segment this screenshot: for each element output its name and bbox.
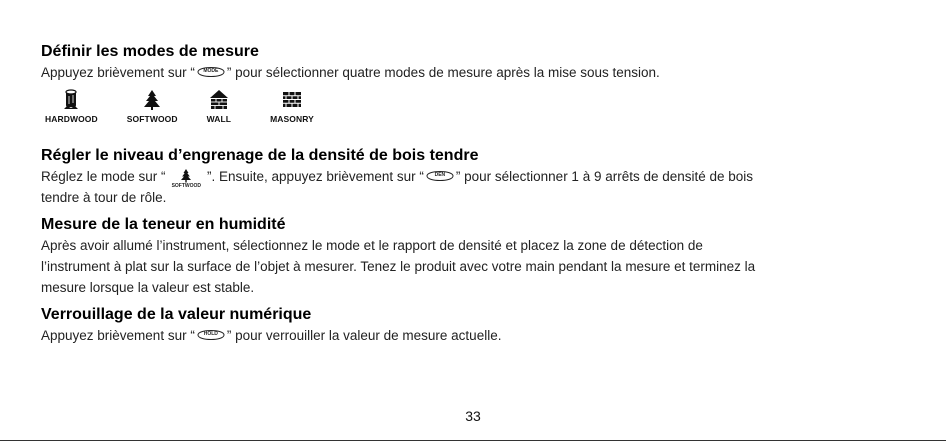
section-title-value-lock: Verrouillage de la valeur numérique <box>41 306 312 324</box>
mode-label-masonry: MASONRY <box>270 114 314 124</box>
mode-button-icon <box>195 64 227 80</box>
mode-icon-row <box>41 89 921 129</box>
text-segment: Réglez le mode sur “ <box>41 169 166 184</box>
mode-label-hardwood: HARDWOOD <box>45 114 98 124</box>
den-button-label: DEN <box>434 171 446 178</box>
text-segment: ”. Ensuite, appuyez brièvement sur “ <box>207 169 424 184</box>
section-softwood-density <box>41 145 921 208</box>
paragraph-density-instruction <box>41 166 921 190</box>
mode-label-wall: WALL <box>206 114 232 124</box>
paragraph-hold-instruction <box>41 325 921 346</box>
paragraph-moisture-line3: mesure lorsque la valeur est stable. <box>41 280 255 296</box>
mode-wall <box>207 89 231 124</box>
paragraph-density-line2: tendre à tour de rôle. <box>41 190 167 206</box>
hold-button-icon <box>195 327 227 343</box>
hardwood-log-icon <box>61 89 81 111</box>
pine-tree-icon <box>180 169 192 183</box>
text-segment: Appuyez brièvement sur “ <box>41 65 195 80</box>
manual-content <box>41 41 921 346</box>
mode-masonry <box>270 89 314 124</box>
section-moisture-measurement <box>41 214 921 298</box>
softwood-inline-icon <box>172 169 201 189</box>
paragraph-moisture-line2: l’instrument à plat sur la surface de l’objet à mesurer. Tenez le produit avec votre main pendant la mesure et terminez la <box>41 259 756 275</box>
text-segment: Appuyez brièvement sur “ <box>41 328 195 344</box>
section-title-moisture-measurement: Mesure de la teneur en humidité <box>41 216 286 234</box>
mode-button-label: MODE <box>203 67 219 74</box>
paragraph-mode-instruction <box>41 62 921 83</box>
pine-tree-icon <box>142 89 162 111</box>
mode-hardwood <box>45 89 98 124</box>
section-title-measurement-modes: Définir les modes de mesure <box>41 43 259 60</box>
den-button-icon <box>424 168 456 184</box>
paragraph-moisture-line1: Après avoir allumé l’instrument, sélectionnez le mode et le rapport de densité et placez la zone de détection de <box>41 238 703 254</box>
bottom-divider <box>0 440 946 441</box>
mode-label-softwood: SOFTWOOD <box>126 114 178 124</box>
text-segment: ” pour verrouiller la valeur de mesure actuelle. <box>226 328 502 344</box>
text-segment: ” pour sélectionner 1 à 9 arrêts de densité de bois <box>455 169 754 184</box>
hold-button-label: HOLD <box>203 331 218 338</box>
section-value-lock <box>41 304 921 346</box>
section-title-softwood-density: Régler le niveau d’engrenage de la densité de bois tendre <box>41 147 479 164</box>
softwood-inline-label: SOFTWOOD <box>171 183 202 190</box>
page-number: 33 <box>465 408 481 424</box>
section-measurement-modes <box>41 41 921 129</box>
house-wall-icon <box>209 89 229 111</box>
mode-softwood <box>127 89 178 124</box>
text-segment: ” pour sélectionner quatre modes de mesure après la mise sous tension. <box>226 65 660 80</box>
brick-wall-icon <box>282 89 302 111</box>
